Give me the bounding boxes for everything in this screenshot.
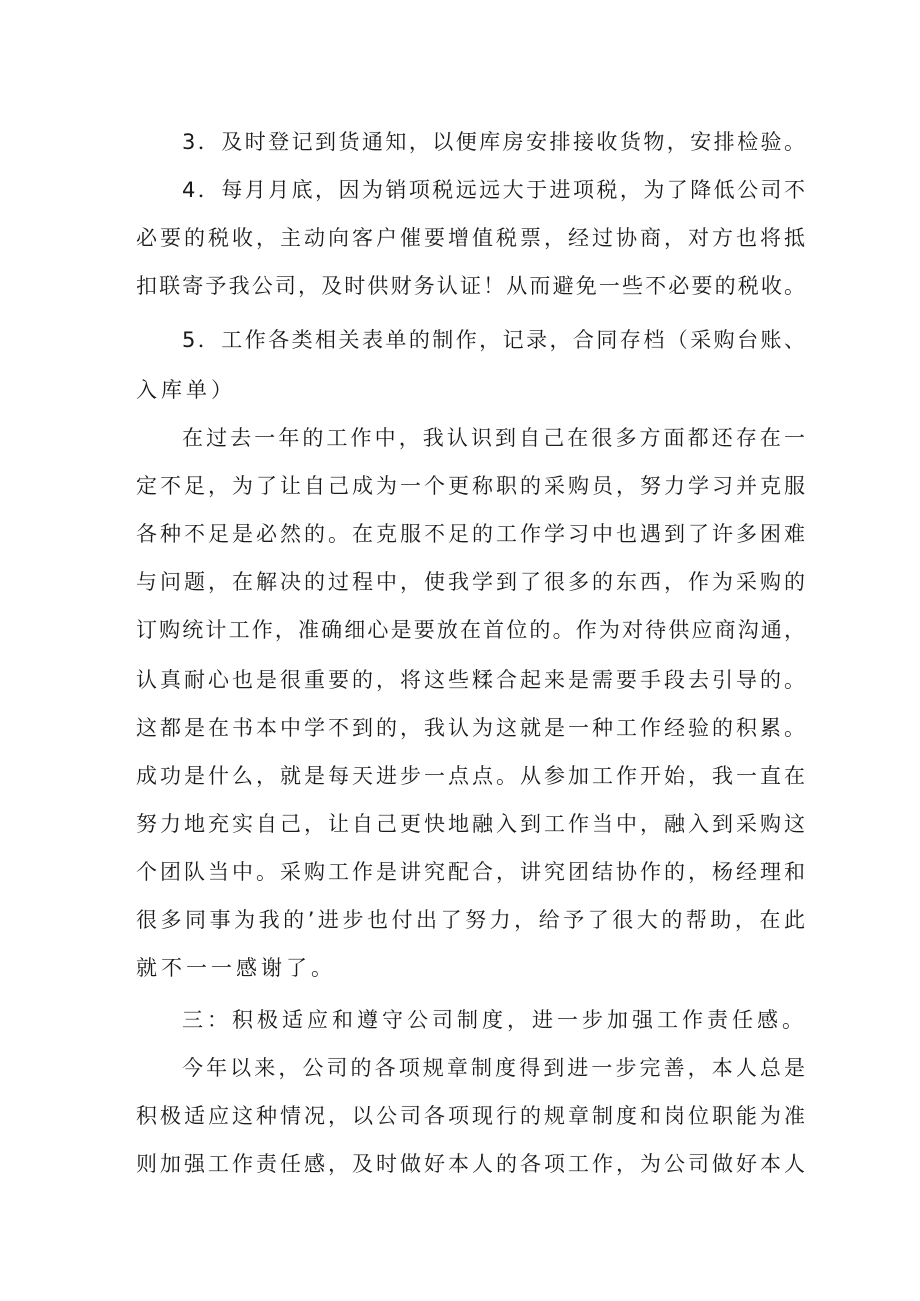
body-text-line: 认真耐心也是很重要的，将这些糅合起来是需要手段去引导的。 (136, 668, 806, 692)
body-text-line: 成功是什么，就是每天进步一点点。从参加工作开始，我一直在 (136, 764, 806, 788)
body-text-line: 今年以来，公司的各项规章制度得到进一步完善，本人总是 (182, 1056, 806, 1080)
body-text-line: 就不一一感谢了。 (136, 956, 336, 980)
body-text-line: 努力地充实自己，让自己更快地融入到工作当中，融入到采购这 (136, 812, 806, 836)
body-text-line: 扣联寄予我公司，及时供财务认证！从而避免一些不必要的税收。 (136, 274, 806, 298)
body-text-line: 很多同事为我的’进步也付出了努力，给予了很大的帮助，在此 (136, 908, 806, 932)
body-text-line: 4．每月月底，因为销项税远远大于进项税，为了降低公司不 (182, 178, 806, 202)
body-text-line: 定不足，为了让自己成为一个更称职的采购员，努力学习并克服 (136, 474, 806, 498)
body-text-line: 5．工作各类相关表单的制作，记录，合同存档（采购台账、 (182, 328, 806, 352)
body-text-line: 必要的税收，主动向客户催要增值税票，经过协商，对方也将抵 (136, 226, 806, 250)
body-text-line: 在过去一年的工作中，我认识到自己在很多方面都还存在一 (182, 426, 806, 450)
body-text-line: 各种不足是必然的。在克服不足的工作学习中也遇到了许多困难 (136, 522, 806, 546)
body-text-line: 入库单） (136, 378, 236, 402)
body-text-line: 订购统计工作，准确细心是要放在首位的。作为对待供应商沟通， (136, 618, 806, 642)
body-text-line: 与问题，在解决的过程中，使我学到了很多的东西，作为采购的 (136, 570, 806, 594)
body-text-line: 3．及时登记到货通知，以便库房安排接收货物，安排检验。 (182, 130, 806, 154)
body-text-line: 这都是在书本中学不到的，我认为这就是一种工作经验的积累。 (136, 716, 806, 740)
body-text-line: 则加强工作责任感，及时做好本人的各项工作，为公司做好本人 (136, 1152, 806, 1176)
body-text-line: 积极适应这种情况，以公司各项现行的规章制度和岗位职能为准 (136, 1104, 806, 1128)
section-heading: 三：积极适应和遵守公司制度，进一步加强工作责任感。 (182, 1008, 807, 1032)
body-text-line: 个团队当中。采购工作是讲究配合，讲究团结协作的，杨经理和 (136, 860, 806, 884)
